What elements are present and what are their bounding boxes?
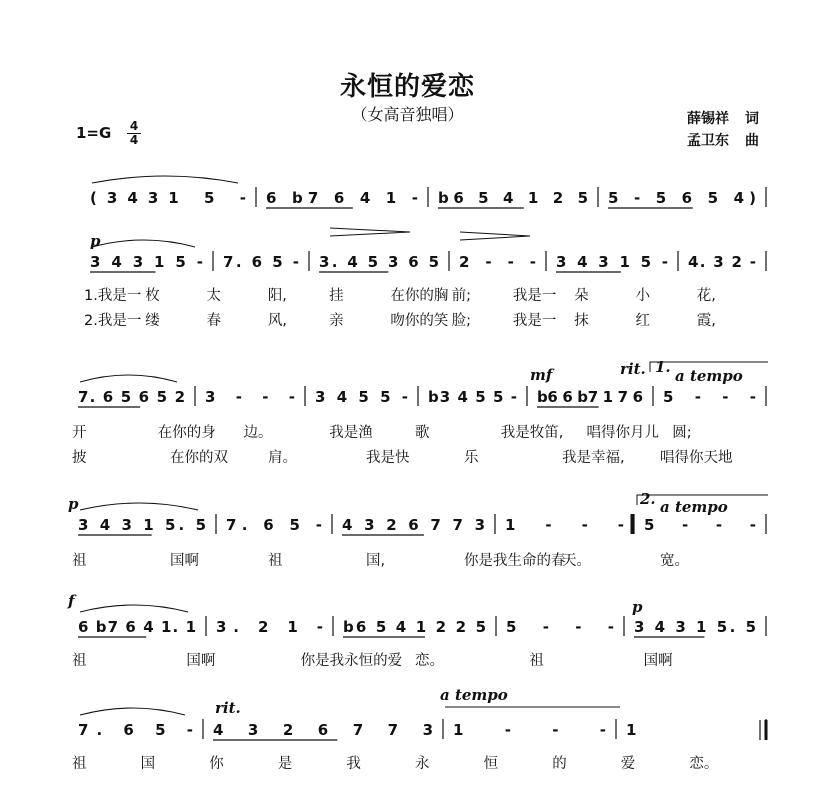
lyric-line1-1-9: 朵 (574, 288, 589, 304)
lyric-line3-1-3: 祖 (268, 553, 283, 569)
lyric-line1-2-1: 2.我是一 (84, 313, 142, 329)
lyric-line2-1-2: 在你的身 (157, 425, 216, 441)
measure-line3-1: 3 4 3 1 5. 5 (78, 516, 206, 534)
slur (92, 176, 238, 183)
slur (80, 375, 177, 382)
lyric-line1-2-2: 缕 (145, 313, 160, 329)
measure-line2-3: 3 4 5 5 - (315, 388, 408, 406)
lyric-line4-1-3: 你是我永恒的爱 (300, 653, 403, 669)
key-signature: 1=G (76, 124, 112, 142)
lyric-line2-1-6: 我是牧笛, (500, 425, 564, 441)
measure-line2-4: b3 4 5 5 - (428, 388, 517, 406)
dynamic-mf: mf (530, 366, 553, 384)
measure-line5-3: 1 - - - (453, 721, 606, 739)
measure-line1-1: 3 4 3 1 5 - (90, 253, 203, 271)
lyric-line5-1-9: 爱 (620, 756, 636, 772)
lyric-line5-1-3: 你 (209, 756, 224, 772)
measure-intro-3: b6 5 4 1 2 5 (438, 189, 588, 207)
lyric-line2-1-1: 开 (72, 425, 87, 441)
measure-intro-4: 5 - 5 6 5 4) (608, 189, 756, 207)
measure-line1-6: 4. 3 2 - (688, 253, 756, 271)
composer-role: 曲 (745, 133, 759, 149)
lyric-line5-1-1: 祖 (72, 756, 87, 772)
lyric-line5-1-8: 的 (552, 756, 567, 772)
lyric-line5-1-6: 永 (415, 756, 430, 772)
lyric-line5-1-7: 恒 (483, 756, 499, 772)
lyric-line2-2-5: 乐 (464, 450, 479, 466)
slur (80, 503, 198, 510)
lyric-line2-2-7: 唱得你天地 (660, 450, 733, 466)
slur (80, 708, 185, 715)
dynamic-p: p (632, 598, 643, 616)
lyric-line2-1-3: 边。 (243, 425, 273, 441)
lyric-line3-1-4: 国, (366, 553, 386, 569)
lyric-line1-1-10: 小 (635, 288, 650, 304)
measure-line1-3: 3. 4 5 3 6 5 (319, 253, 439, 271)
lyric-line1-2-6: 吻你的笑 (390, 313, 449, 329)
lyric-line1-2-10: 红 (635, 313, 650, 329)
measure-line3-4: 1 - - - (505, 516, 624, 534)
measure-line5-2: 4 3 2 6 7 7 3 (213, 721, 433, 739)
lyric-line1-1-3: 太 (206, 288, 222, 304)
measure-line2-6: 5 - - - (663, 388, 756, 406)
lyric-line1-2-7: 脸; (451, 313, 472, 329)
lyric-line3-1-2: 国啊 (170, 553, 199, 569)
lyric-line1-2-8: 我是一 (512, 313, 557, 329)
measure-line1-2: 7. 6 5 - (223, 253, 299, 271)
lyric-line3-1-1: 祖 (72, 553, 87, 569)
measure-line4-4: 5 - - - (506, 618, 614, 636)
dynamic-p: p (90, 232, 101, 250)
lyric-line2-2-2: 在你的双 (170, 450, 228, 466)
lyric-line1-1-2: 枚 (145, 288, 160, 304)
measure-line3-5: 5 - - - (644, 516, 756, 534)
lyric-line2-2-1: 披 (72, 450, 87, 466)
lyric-line1-2-5: 亲 (329, 313, 344, 329)
lyric-line1-2-3: 春 (206, 313, 222, 329)
dynamic-ending1: 1. (655, 358, 671, 376)
composer-name: 孟卫东 (687, 133, 729, 149)
measure-line3-2: 7. 6 5 - (226, 516, 322, 534)
lyric-line3-1-5: 你是我生命的春 (464, 553, 566, 569)
measure-intro-1: (3431 5 - (90, 189, 246, 207)
lyric-line1-2-4: 风, (267, 313, 287, 329)
lyricist-name: 薛锡祥 (687, 111, 729, 127)
lyric-line1-1-11: 花, (696, 288, 716, 304)
dynamic-a_tempo: a tempo (660, 498, 728, 516)
slur (92, 240, 195, 247)
lyric-line4-1-4: 恋。 (415, 653, 444, 669)
measure-line4-2: 3. 2 1 - (216, 618, 323, 636)
measure-line1-5: 3 4 3 1 5 - (556, 253, 668, 271)
lyric-line2-2-6: 我是幸福, (562, 450, 625, 466)
lyric-line2-1-7: 唱得你月儿 (586, 425, 659, 441)
measure-line1-4: 2 - - - (459, 253, 536, 271)
measure-line2-5: b6 6 b7 1 7 6 (537, 388, 643, 406)
dynamic-a_tempo: a tempo (675, 367, 743, 385)
dynamic-f: f (68, 592, 75, 610)
slur (80, 605, 188, 612)
lyric-line5-1-4: 是 (277, 756, 293, 772)
decrescendo-hairpin (460, 232, 530, 240)
dynamic-p: p (68, 495, 79, 513)
lyric-line1-1-6: 在你的胸 (390, 288, 449, 304)
lyric-line2-1-8: 圆; (672, 425, 692, 441)
lyric-line1-1-8: 我是一 (512, 288, 557, 304)
measure-line5-4: 1 (626, 721, 637, 739)
lyric-line2-2-3: 肩。 (268, 450, 297, 466)
lyric-line1-2-9: 抹 (574, 313, 589, 329)
lyric-line4-1-1: 祖 (72, 653, 87, 669)
measure-line4-3: b6 5 4 1 2 2 5 (343, 618, 486, 636)
measure-line5-1: 7. 6 5 - (78, 721, 193, 739)
measure-line3-3: 4 3 2 6 7 7 3 (342, 516, 485, 534)
dynamic-markings (67, 232, 743, 717)
lyric-line1-1-5: 挂 (329, 288, 344, 304)
lyric-line1-1-1: 1.我是一 (84, 288, 142, 304)
dynamic-rit: rit. (620, 360, 646, 378)
dynamic-a_tempo: a tempo (440, 686, 508, 704)
lyric-line3-1-6: 天。 (562, 553, 591, 569)
time-numerator: 4 (129, 119, 139, 133)
song-title: 永恒的爱恋 (339, 72, 475, 102)
time-denominator: 4 (127, 133, 141, 147)
lyric-line2-2-4: 我是快 (366, 450, 410, 466)
crescendo-hairpin (330, 228, 410, 236)
measure-line4-5: 3 4 3 1 5. 5 (634, 618, 756, 636)
lyric-line4-1-2: 国啊 (186, 653, 216, 669)
measure-line4-1: 6 b7 6 4 1. 1 (78, 618, 196, 636)
dynamic-ending2: 2. (640, 490, 656, 508)
lyric-line1-2-11: 霞, (696, 313, 716, 329)
lyric-line2-1-5: 歌 (415, 425, 430, 441)
lyric-line2-1-4: 我是渔 (329, 425, 373, 441)
measure-line2-2: 3 - - - (205, 388, 295, 406)
lyricist-role: 词 (745, 111, 759, 127)
measure-intro-2: 6 b7 6 4 1 - (266, 189, 418, 207)
song-subtitle: （女高音独唱） (351, 105, 464, 124)
lyric-line4-1-5: 祖 (529, 653, 544, 669)
lyric-line3-1-7: 宽。 (660, 553, 689, 569)
lyric-line1-1-7: 前; (451, 288, 472, 304)
lyric-line5-1-2: 国 (140, 756, 156, 772)
lyric-line4-1-6: 国啊 (643, 653, 673, 669)
measure-line2-1: 7. 6 5 6 5 2 (78, 388, 185, 406)
lyric-line5-1-10: 恋。 (689, 756, 719, 772)
lyric-line5-1-5: 我 (346, 756, 361, 772)
dynamic-rit: rit. (215, 699, 241, 717)
lyric-line1-1-4: 阳, (267, 288, 287, 304)
